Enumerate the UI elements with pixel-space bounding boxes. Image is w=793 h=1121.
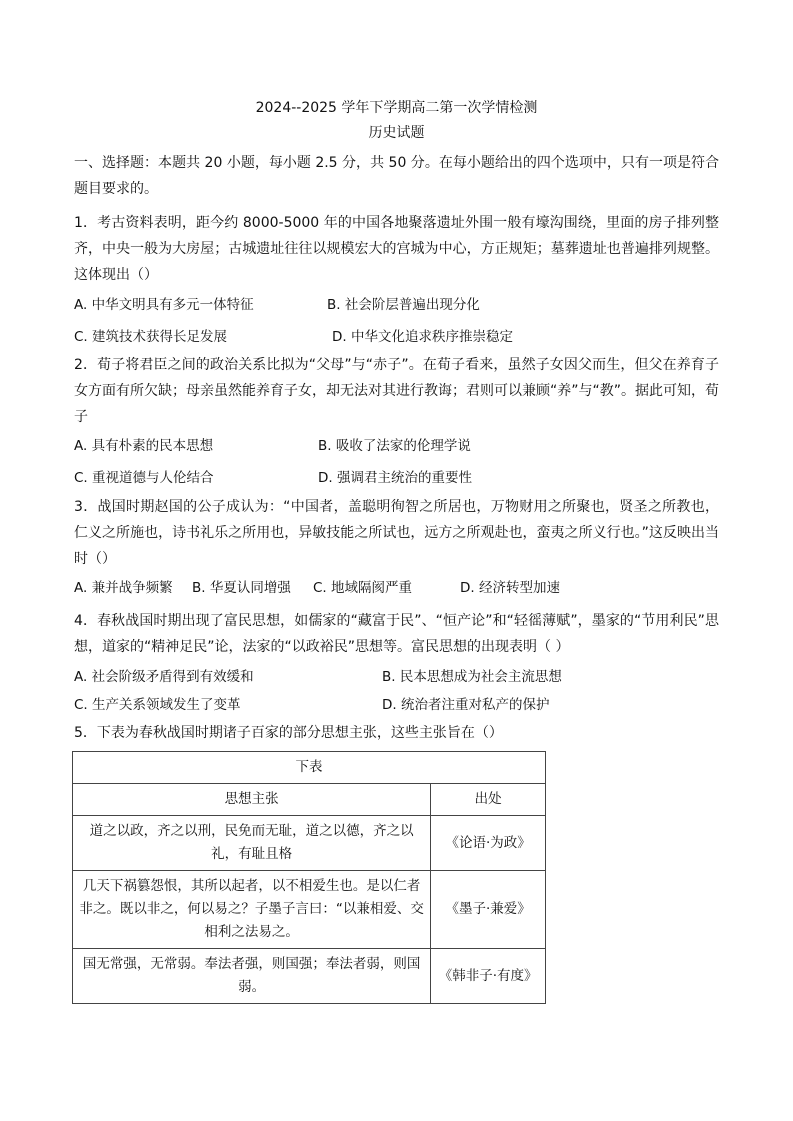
table-row bbox=[73, 816, 546, 871]
question-2-option-d[interactable]: D. 强调君主统治的重要性 bbox=[318, 470, 472, 486]
question-5-stem: 5．下表为春秋战国时期诸子百家的部分思想主张，这些主张旨在（） bbox=[74, 725, 503, 741]
question-3-option-b[interactable]: B. 华夏认同增强 bbox=[192, 580, 291, 596]
table-cell-thought: 几天下祸篡怨恨，其所以起者，以不相爱生也。是以仁者非之。既以非之，何以易之？子墨子言曰：“以兼相爱、交相利之法易之。 bbox=[73, 871, 431, 949]
question-1-option-d[interactable]: D. 中华文化追求秩序推崇稳定 bbox=[332, 329, 513, 345]
table-cell-source: 《论语·为政》 bbox=[431, 816, 546, 871]
thought-table bbox=[72, 751, 546, 1004]
exam-title: 2024--2025 学年下学期高二第一次学情检测 bbox=[255, 100, 538, 116]
table-cell-thought: 国无常强，无常弱。奉法者强，则国强；奉法者弱，则国弱。 bbox=[73, 949, 431, 1004]
table-cell-source: 《墨子·兼爱》 bbox=[431, 871, 546, 949]
table-cell-source: 《韩非子·有度》 bbox=[431, 949, 546, 1004]
question-2-option-a[interactable]: A. 具有朴素的民本思想 bbox=[74, 438, 214, 454]
question-4-option-a[interactable]: A. 社会阶级矛盾得到有效缓和 bbox=[74, 669, 254, 685]
table-cell-thought: 道之以政，齐之以刑，民免而无耻，道之以德，齐之以礼，有耻且格 bbox=[73, 816, 431, 871]
question-3-option-d[interactable]: D. 经济转型加速 bbox=[460, 580, 560, 596]
question-3-stem: 3．战国时期赵国的公子成认为：“中国者，盖聪明徇智之所居也，万物财用之所聚也，贤圣之所教也，仁义之所施也，诗书礼乐之所用也，异敏技能之所试也，远方之所观赴也，蛮夷之所义行也。”这反映出当时（） bbox=[74, 499, 719, 567]
question-1-option-b[interactable]: B. 社会阶层普遍出现分化 bbox=[327, 297, 480, 313]
section-instructions: 一、选择题：本题共 20 小题，每小题 2.5 分，共 50 分。在每小题给出的四个选项中，只有一项是符合题目要求的。 bbox=[74, 155, 719, 197]
question-4-stem: 4．春秋战国时期出现了富民思想，如儒家的“藏富于民”、“恒产论”和“轻徭薄赋”，墨家的“节用利民”思想，道家的“精神足民”论，法家的“以政裕民”思想等。富民思想的出现表明（ ） bbox=[74, 613, 719, 655]
question-4-option-c[interactable]: C. 生产关系领域发生了变革 bbox=[74, 697, 241, 713]
question-4-option-d[interactable]: D. 统治者注重对私产的保护 bbox=[382, 697, 550, 713]
question-1-stem: 1．考古资料表明，距今约 8000-5000 年的中国各地聚落遗址外围一般有壕沟围绕，里面的房子排列整齐，中央一般为大房屋；古城遗址往往以规模宏大的宫城为中心，方正规矩；墓葬遗址也普遍排列规整。这体现出（） bbox=[74, 215, 719, 283]
question-4-option-b[interactable]: B. 民本思想成为社会主流思想 bbox=[382, 669, 562, 685]
table-row bbox=[73, 949, 546, 1004]
table-header-thought: 思想主张 bbox=[73, 784, 431, 816]
question-2-option-c[interactable]: C. 重视道德与人伦结合 bbox=[74, 470, 214, 486]
question-2-option-b[interactable]: B. 吸收了法家的伦理学说 bbox=[318, 438, 471, 454]
question-2-stem: 2．荀子将君臣之间的政治关系比拟为“父母”与“赤子”。在荀子看来，虽然子女因父而生，但父在养育子女方面有所欠缺；母亲虽然能养育子女，却无法对其进行教诲；君则可以兼顾“养”与“教”。据此可知，荀子 bbox=[74, 357, 720, 425]
question-1-option-a[interactable]: A. 中华文明具有多元一体特征 bbox=[74, 297, 254, 313]
question-3-option-a[interactable]: A. 兼并战争频繁 bbox=[74, 580, 173, 596]
table-header-source: 出处 bbox=[431, 784, 546, 816]
question-1-option-c[interactable]: C. 建筑技术获得长足发展 bbox=[74, 329, 228, 345]
table-caption: 下表 bbox=[73, 752, 546, 784]
question-3-option-c[interactable]: C. 地域隔阂严重 bbox=[313, 580, 413, 596]
exam-subtitle: 历史试题 bbox=[368, 125, 425, 141]
table-row bbox=[73, 871, 546, 949]
